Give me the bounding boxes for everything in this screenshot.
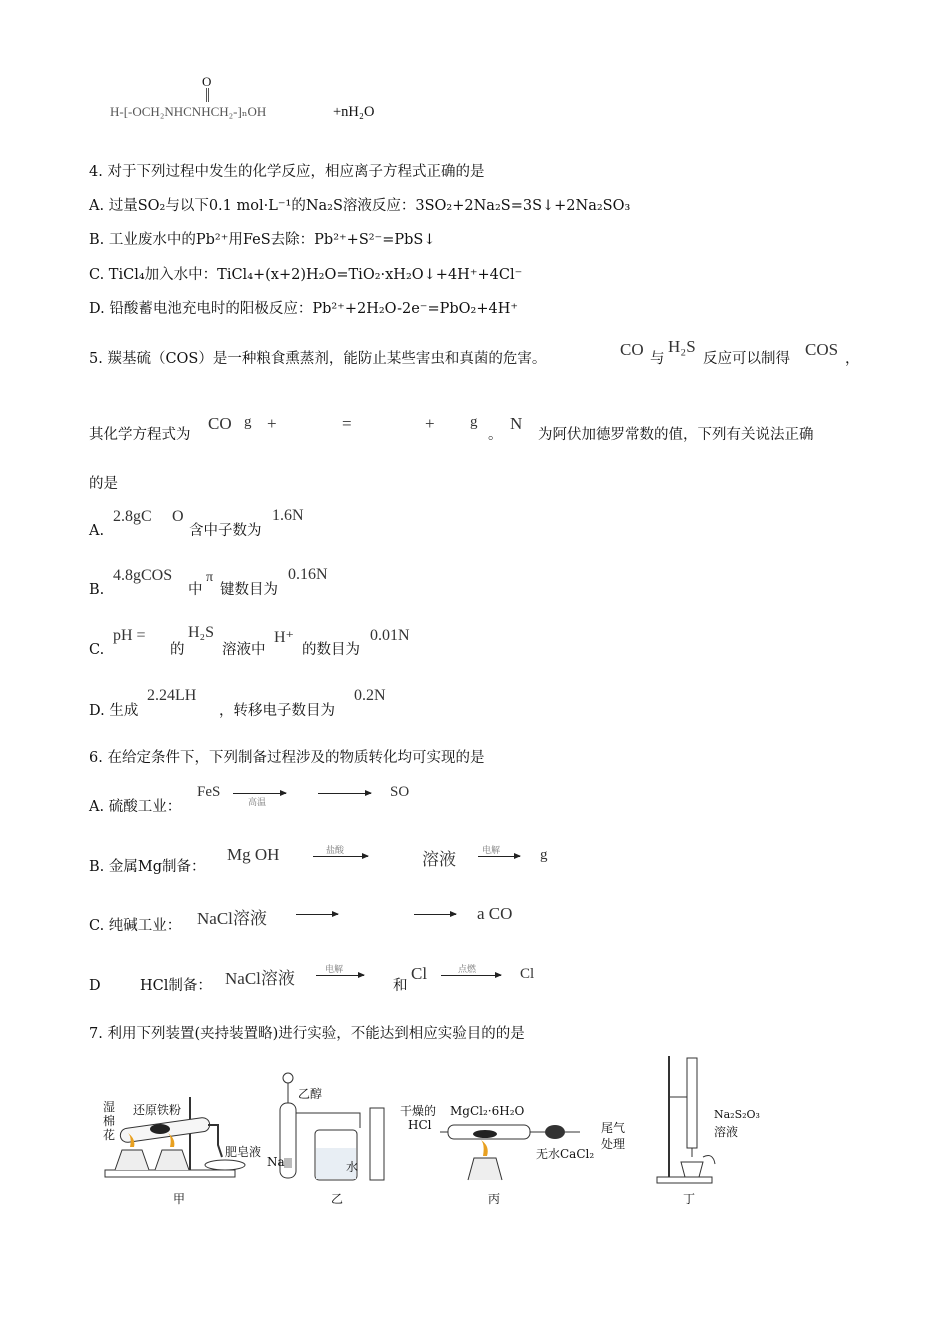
q5-b-value: 0.16N xyxy=(288,566,328,583)
q7-stem: 7. 利用下列装置(夹持装置略)进行实验，不能达到相应实验目的的是 xyxy=(89,1026,525,1042)
yi-name: 乙 xyxy=(331,1192,344,1206)
q5-c-ph: pH = xyxy=(113,627,146,644)
q5-co: CO xyxy=(620,340,644,359)
q6-c-arrow2 xyxy=(414,914,456,915)
q6-c-nacl: NaCl溶液 xyxy=(197,909,267,928)
polymer-formula: H-[-OCH₂NHCNHCH₂-]ₙOH xyxy=(110,104,267,119)
q4-stem: 4. 对于下列过程中发生的化学反应，相应离子方程式正确的是 xyxy=(89,164,485,180)
q6-d-arrow1 xyxy=(316,975,364,976)
q5-a-mass: 2.8gC xyxy=(113,508,152,525)
q6-c-product: a CO xyxy=(477,904,513,923)
q5-b-mass: 4.8gCOS xyxy=(113,567,173,584)
q6-d-he: 和 xyxy=(393,978,408,994)
q6-c-arrow1 xyxy=(296,914,338,915)
q5-c-text3: 的数目为 xyxy=(302,642,360,658)
na-symbol: N xyxy=(510,414,523,433)
q5-a-text: 含中子数为 xyxy=(189,523,262,539)
q5-c-text2: 溶液中 xyxy=(222,642,266,658)
q6-b-condition2: 电解 xyxy=(482,846,501,856)
q5-d-value: 0.2N xyxy=(354,687,386,704)
jia-wet2: 棉 xyxy=(103,1114,116,1128)
q5-a-value: 1.6N xyxy=(272,507,304,524)
formula-oxygen: O xyxy=(202,74,212,89)
q4-option-a: A. 过量SO₂与以下0.1 mol·L⁻¹的Na₂S溶液反应：3SO₂+2Na₂S=3S↓+2Na₂SO₃ xyxy=(89,198,631,214)
eq-period: 。 xyxy=(488,427,503,443)
q5-line2-b: 为阿伏加德罗常数的值，下列有关说法正确 xyxy=(538,427,814,443)
apparatus-yi xyxy=(270,1068,390,1186)
q6-stem: 6. 在给定条件下，下列制备过程涉及的物质转化均可实现的是 xyxy=(89,750,485,766)
bing-name: 丙 xyxy=(488,1192,501,1206)
q5-c-label: C. xyxy=(89,642,105,658)
q5-b-label: B. xyxy=(89,582,105,598)
q5-c-value: 0.01N xyxy=(370,627,410,644)
q5-cos: COS xyxy=(805,340,839,359)
q6-a-arrow1 xyxy=(233,793,286,794)
q5-b-text1: 中 xyxy=(188,582,203,598)
eq-g2: g xyxy=(470,414,478,430)
jia-iron: 还原铁粉 xyxy=(133,1103,182,1117)
q5-a-o: O xyxy=(172,508,184,525)
yi-na: Na xyxy=(267,1155,285,1169)
eq-co: CO xyxy=(208,414,232,433)
q6-d-text: HCl制备： xyxy=(140,978,212,994)
q6-d-condition2: 点燃 xyxy=(458,965,477,975)
ding-reagent2: 溶液 xyxy=(714,1125,739,1139)
q5-a-label: A. xyxy=(89,523,105,539)
q6-a-label: A. 硫酸工业： xyxy=(89,799,182,815)
q6-a-condition: 高温 xyxy=(248,798,267,808)
q6-d-arrow2 xyxy=(441,975,501,976)
q6-d-nacl: NaCl溶液 xyxy=(225,969,295,988)
eq-plus1: + xyxy=(267,414,277,433)
q5-b-pi: π xyxy=(206,570,214,585)
ding-name: 丁 xyxy=(683,1192,696,1206)
bing-tail1: 尾气 xyxy=(601,1121,626,1135)
q5-c-text1: 的 xyxy=(170,642,185,658)
q6-b-mg: Mg OH xyxy=(227,845,280,864)
q6-a-arrow2 xyxy=(318,793,371,794)
q6-b-condition1: 盐酸 xyxy=(326,846,345,856)
q6-d-cl: Cl xyxy=(411,964,428,983)
eq-plus2: + xyxy=(425,414,435,433)
yi-ethanol: 乙醇 xyxy=(298,1087,323,1101)
q5-c-h2s: H₂S xyxy=(188,624,215,641)
q6-d-product: Cl xyxy=(520,966,535,982)
q5-c-h: H⁺ xyxy=(274,629,294,646)
q4-option-b: B. 工业废水中的Pb²⁺用FeS去除：Pb²⁺+S²⁻=PbS↓ xyxy=(89,232,436,248)
bing-tail2: 处理 xyxy=(601,1137,626,1151)
bing-mgcl: MgCl₂·6H₂O xyxy=(450,1104,525,1118)
q6-a-fes: FeS xyxy=(197,784,221,800)
q6-a-so: SO xyxy=(390,784,410,800)
q5-line2: 其化学方程式为 xyxy=(89,427,191,443)
eq-g1: g xyxy=(244,414,252,430)
q5-d-label: D. 生成 xyxy=(89,703,139,719)
q6-d-condition1: 电解 xyxy=(325,965,344,975)
q5-line3: 的是 xyxy=(89,476,118,492)
double-bond xyxy=(206,88,209,102)
q5-comma: ， xyxy=(845,351,860,367)
jia-soap: 肥皂液 xyxy=(225,1145,262,1159)
q6-b-arrow1 xyxy=(313,856,368,857)
q6-b-label: B. 金属Mg制备： xyxy=(89,859,206,875)
eq-equals: = xyxy=(342,414,352,433)
q6-d-label: D xyxy=(89,978,101,994)
jia-wet3: 花 xyxy=(103,1128,116,1142)
q6-b-g: g xyxy=(540,847,548,863)
q6-b-solution: 溶液 xyxy=(422,850,456,869)
q5-stem-b: 反应可以制得 xyxy=(703,351,790,367)
q4-option-d: D. 铅酸蓄电池充电时的阳极反应：Pb²⁺+2H₂O-2e⁻=PbO₂+4H⁺ xyxy=(89,301,519,317)
q5-d-text: ，转移电子数目为 xyxy=(219,703,335,719)
ding-reagent1: Na₂S₂O₃ xyxy=(714,1108,760,1121)
q4-option-c: C. TiCl₄加入水中：TiCl₄+(x+2)H₂O=TiO₂·xH₂O↓+4H⁺+4Cl⁻ xyxy=(89,267,523,283)
q5-yu: 与 xyxy=(650,351,665,367)
jia-name: 甲 xyxy=(173,1192,186,1206)
bing-cacl: 无水CaCl₂ xyxy=(536,1147,595,1161)
formula-water: +nH₂O xyxy=(333,104,375,120)
q5-d-volume: 2.24LH xyxy=(147,687,197,704)
bing-dry2: HCl xyxy=(408,1118,432,1132)
bing-dry1: 干燥的 xyxy=(400,1104,437,1118)
jia-wet1: 湿 xyxy=(103,1100,116,1114)
yi-water: 水 xyxy=(346,1160,359,1174)
q6-c-label: C. 纯碱工业： xyxy=(89,918,182,934)
q5-b-text2: 键数目为 xyxy=(220,582,278,598)
q5-h2s: H₂S xyxy=(668,337,696,356)
q6-b-arrow2 xyxy=(478,856,520,857)
q5-stem: 5. 羰基硫（COS）是一种粮食熏蒸剂，能防止某些害虫和真菌的危害。 xyxy=(89,351,547,367)
